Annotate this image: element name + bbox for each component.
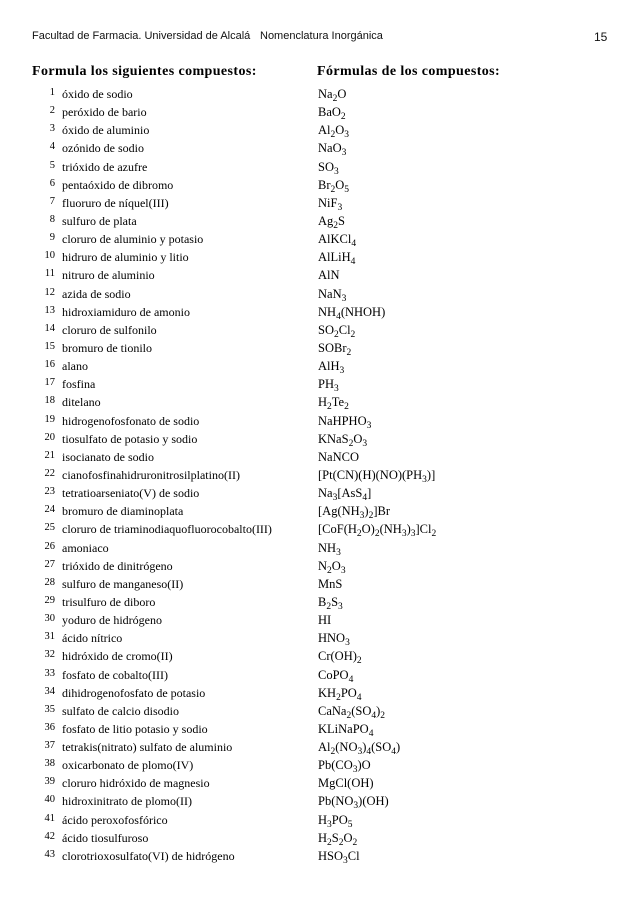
- row-number: 40: [44, 794, 55, 806]
- compound-name: tetrakis(nitrato) sulfato de aluminio: [62, 740, 233, 755]
- compound-formula: $Cr(OH)_2$: [318, 649, 362, 667]
- compound-formula: NaHPHO$_3$: [318, 413, 372, 431]
- compound-formula: HI: [318, 613, 332, 628]
- compound-formula: $Br_2O_5$: [318, 177, 350, 195]
- compound-name: clorotrioxosulfato(VI) de hidrógeno: [62, 848, 235, 863]
- compound-name: yoduro de hidrógeno: [62, 613, 162, 628]
- compound-name: nitruro de aluminio: [62, 268, 155, 283]
- row-number: 41: [44, 812, 55, 824]
- row-number: 15: [44, 340, 55, 352]
- row-number: 18: [44, 395, 55, 407]
- row-number: 21: [44, 449, 55, 461]
- compound-formula: SOBr$_2$: [318, 340, 352, 358]
- row-number: 19: [44, 413, 55, 425]
- compound-formula: BaO$_2$: [318, 105, 346, 123]
- compound-row: [0, 666, 638, 684]
- compound-name: peróxido de bario: [62, 105, 147, 120]
- compound-row: [0, 593, 638, 611]
- compound-name: fosfato de litio potasio y sodio: [62, 721, 208, 736]
- compound-row: [0, 466, 638, 484]
- compound-name: tiosulfato de potasio y sodio: [62, 431, 198, 446]
- row-number: 35: [44, 703, 55, 715]
- compound-name: pentaóxido de dibromo: [62, 177, 174, 192]
- row-number: 42: [44, 830, 55, 842]
- compound-formula: MnS: [318, 576, 343, 591]
- compound-row: [0, 738, 638, 756]
- compound-formula: $[CoF(H_2O)_2(NH_3)_3]Cl_2$: [318, 522, 437, 540]
- compound-row: [0, 684, 638, 702]
- row-number: 25: [44, 522, 55, 534]
- header-subject: Nomenclatura Inorgánica: [260, 30, 383, 42]
- compound-name: hidroxinitrato de plomo(II): [62, 794, 192, 809]
- compound-row: [0, 557, 638, 575]
- compound-row: [0, 575, 638, 593]
- row-number: 36: [44, 721, 55, 733]
- row-number: 5: [49, 159, 55, 171]
- compound-formula: $SO_3$: [318, 159, 339, 177]
- compound-row: [0, 756, 638, 774]
- row-number: 11: [44, 268, 55, 280]
- row-number: 16: [44, 359, 55, 371]
- compound-formula: $H_2Te_2$: [318, 395, 349, 413]
- compound-name: ozónido de sodio: [62, 141, 144, 156]
- compound-row: [0, 339, 638, 357]
- compound-formula: $KNaS_2O_3$: [318, 431, 368, 449]
- compound-name: fosfina: [62, 377, 96, 392]
- compound-name: ácido tiosulfuroso: [62, 830, 149, 845]
- compound-row: [0, 85, 638, 103]
- compound-row: [0, 103, 638, 121]
- compound-formula: KLiNaPO$_4$: [318, 721, 374, 739]
- compound-row: [0, 811, 638, 829]
- compound-name: isocianato de sodio: [62, 449, 154, 464]
- row-number: 39: [44, 776, 55, 788]
- compound-row: [0, 321, 638, 339]
- row-number: 9: [49, 232, 55, 244]
- compound-name: óxido de sodio: [62, 87, 133, 101]
- compound-formula: $SO_2Cl_2$: [318, 322, 356, 340]
- compound-row: [0, 792, 638, 810]
- compound-name: sulfuro de plata: [62, 213, 137, 228]
- compound-formula: NaNCO: [318, 449, 359, 464]
- compound-name: cloruro de triaminodiaquofluorocobalto(III): [62, 522, 272, 537]
- compound-formula: $KH_2PO_4$: [318, 685, 362, 703]
- compound-row: [0, 248, 638, 266]
- compound-formula: $NH_4(NHOH)$: [318, 304, 386, 322]
- compound-row: [0, 230, 638, 248]
- compound-row: [0, 139, 638, 157]
- compound-formula: NiF$_3$: [318, 195, 343, 213]
- compound-formula: $PH_3$: [318, 377, 339, 395]
- compound-formula: AlN: [318, 268, 340, 283]
- compound-formula: AlH$_3$: [318, 359, 345, 377]
- row-number: 12: [44, 286, 55, 298]
- row-number: 29: [44, 594, 55, 606]
- compound-name: trióxido de azufre: [62, 159, 148, 174]
- row-number: 20: [44, 431, 55, 443]
- compound-row: [0, 430, 638, 448]
- row-number: 22: [44, 467, 55, 479]
- row-number: 13: [44, 304, 55, 316]
- row-number: 17: [44, 377, 55, 389]
- row-number: 7: [49, 195, 55, 207]
- header-institution: Facultad de Farmacia. Universidad de Alcalá: [32, 30, 251, 42]
- row-number: 1: [49, 87, 55, 98]
- compound-name: oxicarbonato de plomo(IV): [62, 758, 194, 773]
- row-number: 28: [44, 576, 55, 588]
- compound-name: ditelano: [62, 395, 101, 410]
- compound-name: sulfuro de manganeso(II): [62, 576, 184, 591]
- compound-formula: $[Pt(CN)(H)(NO)(PH_3)]$: [318, 467, 436, 485]
- compound-row: [0, 774, 638, 792]
- compound-name: hidruro de aluminio y litio: [62, 250, 189, 265]
- compound-formula: $H_2S_2O_2$: [318, 830, 358, 848]
- compound-formula: $Al_2(NO_3)_4(SO_4)$: [318, 740, 401, 758]
- compound-formula: AlLiH$_4$: [318, 250, 356, 268]
- row-number: 3: [49, 123, 55, 135]
- answers-title: Fórmulas de los compuestos:: [317, 64, 501, 79]
- compound-formula: $NH_3$: [318, 540, 341, 558]
- compound-row: [0, 702, 638, 720]
- exercise-title: Formula los siguientes compuestos:: [32, 64, 257, 79]
- row-number: 26: [44, 540, 55, 552]
- compound-name: alano: [62, 359, 88, 374]
- compound-list: [0, 85, 638, 865]
- row-number: 34: [44, 685, 55, 697]
- compound-name: óxido de aluminio: [62, 123, 150, 138]
- row-number: 10: [44, 250, 55, 262]
- compound-row: [0, 158, 638, 176]
- row-number: 6: [49, 177, 55, 189]
- compound-row: [0, 121, 638, 139]
- row-number: 4: [49, 141, 55, 153]
- compound-formula: $Na_3[AsS_4]$: [318, 486, 372, 504]
- compound-formula: CoPO$_4$: [318, 667, 354, 685]
- compound-name: dihidrogenofosfato de potasio: [62, 685, 206, 700]
- row-number: 27: [44, 558, 55, 570]
- compound-name: hidrogenofosfonato de sodio: [62, 413, 200, 428]
- row-number: 30: [44, 613, 55, 625]
- compound-name: cloruro de aluminio y potasio: [62, 232, 204, 247]
- compound-row: [0, 194, 638, 212]
- compound-formula: AlKCl$_4$: [318, 232, 357, 250]
- row-number: 23: [44, 486, 55, 498]
- row-number: 14: [44, 322, 55, 334]
- compound-row: [0, 611, 638, 629]
- compound-name: trióxido de dinitrógeno: [62, 558, 173, 573]
- row-number: 8: [49, 213, 55, 225]
- compound-formula: $CaNa_2(SO_4)_2$: [318, 703, 386, 721]
- compound-formula: $H_3PO_5$: [318, 812, 353, 830]
- compound-row: [0, 539, 638, 557]
- compound-row: [0, 720, 638, 738]
- compound-formula: $Pb(NO_3)(OH)$: [318, 794, 389, 812]
- compound-name: bromuro de tionilo: [62, 340, 152, 355]
- compound-row: [0, 176, 638, 194]
- compound-formula: $Ag_2S$: [318, 213, 345, 231]
- compound-formula: $N_2O_3$: [318, 558, 346, 576]
- compound-formula: $Na_2O$: [318, 87, 347, 104]
- row-number: 31: [44, 631, 55, 643]
- compound-row: [0, 212, 638, 230]
- compound-row: [0, 303, 638, 321]
- row-number: 38: [44, 758, 55, 770]
- compound-name: cloruro de sulfonilo: [62, 322, 157, 337]
- compound-formula: MgCl(OH): [318, 776, 374, 791]
- page-number: 15: [594, 30, 608, 44]
- compound-name: cianofosfinahidruronitrosilplatino(II): [62, 467, 240, 482]
- compound-row: [0, 266, 638, 284]
- compound-row: [0, 629, 638, 647]
- compound-formula: $B_2S_3$: [318, 594, 343, 612]
- compound-name: hidróxido de cromo(II): [62, 649, 173, 664]
- compound-row: [0, 375, 638, 393]
- compound-name: cloruro hidróxido de magnesio: [62, 776, 210, 791]
- compound-formula: NaN$_3$: [318, 286, 347, 304]
- compound-formula: $Pb(CO_3)O$: [318, 758, 371, 776]
- compound-row: [0, 647, 638, 665]
- compound-name: ácido peroxofosfórico: [62, 812, 168, 827]
- compound-name: amoniaco: [62, 540, 109, 555]
- compound-row: [0, 448, 638, 466]
- compound-name: ácido nítrico: [62, 631, 123, 646]
- compound-formula: $Al_2O_3$: [318, 123, 350, 141]
- compound-name: tetratioarseniato(V) de sodio: [62, 486, 200, 501]
- row-number: 24: [44, 504, 55, 516]
- compound-row: [0, 502, 638, 520]
- compound-name: fluoruro de níquel(III): [62, 195, 169, 210]
- compound-formula: $HSO_3Cl$: [318, 848, 360, 866]
- compound-row: [0, 357, 638, 375]
- compound-formula: $HNO_3$: [318, 631, 350, 649]
- compound-row: [0, 285, 638, 303]
- compound-row: [0, 847, 638, 865]
- compound-row: [0, 829, 638, 847]
- row-number: 37: [44, 740, 55, 752]
- row-number: 32: [44, 649, 55, 661]
- compound-row: [0, 484, 638, 502]
- compound-name: fosfato de cobalto(III): [62, 667, 168, 682]
- compound-row: [0, 520, 638, 538]
- compound-row: [0, 412, 638, 430]
- compound-name: bromuro de diaminoplata: [62, 504, 184, 519]
- compound-row: [0, 393, 638, 411]
- compound-formula: NaO$_3$: [318, 141, 347, 159]
- compound-formula: $[Ag(NH_3)_2]Br$: [318, 504, 391, 522]
- row-number: 43: [44, 848, 55, 860]
- row-number: 33: [44, 667, 55, 679]
- compound-name: sulfato de calcio disodio: [62, 703, 179, 718]
- compound-name: hidroxiamiduro de amonio: [62, 304, 190, 319]
- compound-name: azida de sodio: [62, 286, 131, 301]
- row-number: 2: [49, 105, 55, 117]
- compound-name: trisulfuro de diboro: [62, 594, 156, 609]
